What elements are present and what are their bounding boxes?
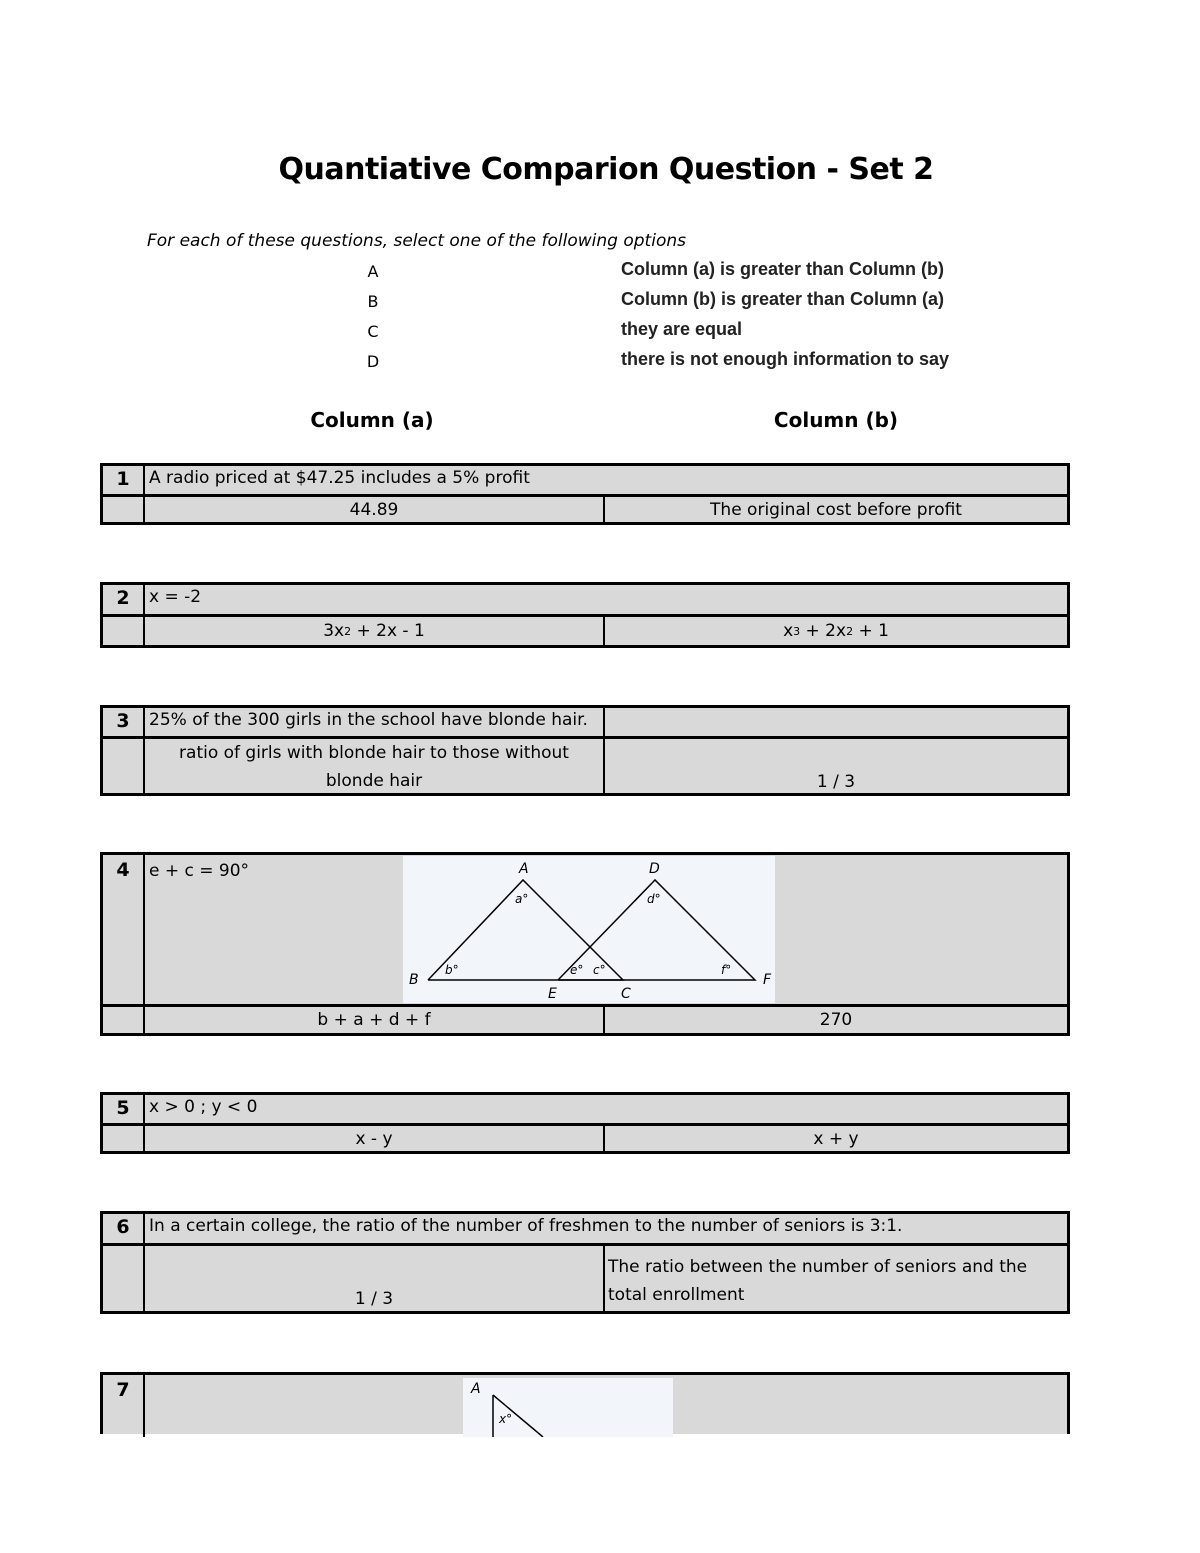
question-stem: x = -2 [149, 587, 202, 607]
option-letter-a: A [367, 262, 379, 281]
stem-blank [605, 708, 1067, 736]
column-a-value: x - y [145, 1126, 605, 1151]
question-stem: x > 0 ; y < 0 [149, 1097, 258, 1117]
question-stem: e + c = 90° [149, 861, 250, 881]
question-number: 6 [103, 1214, 145, 1243]
column-b-value: 1 / 3 [816, 772, 856, 792]
column-a-value [145, 617, 605, 645]
expr-part: x [783, 621, 794, 641]
question-2 [100, 582, 1070, 648]
column-b-value: 270 [819, 1010, 853, 1030]
angle-label-e: e° [570, 963, 584, 977]
right-triangle-figure [463, 1378, 673, 1437]
option-letter-c: C [367, 322, 379, 341]
question-number-blank [103, 497, 145, 522]
question-3 [100, 705, 1070, 796]
expr-part: + 2x - 1 [351, 621, 425, 641]
vertex-label-f: F [763, 972, 772, 988]
angle-label-x: x° [499, 1412, 513, 1426]
question-6 [100, 1211, 1070, 1314]
question-number: 1 [103, 466, 145, 494]
question-number: 4 [103, 855, 145, 1004]
expr-part: 3x [323, 621, 345, 641]
instructions: For each of these questions, select one of the following options [147, 231, 686, 251]
exponent: 2 [846, 624, 854, 638]
question-4 [100, 852, 1070, 1036]
triangle-figure [403, 856, 775, 1003]
question-5 [100, 1092, 1070, 1154]
column-b-value: The original cost before profit [710, 499, 962, 520]
column-b-value: The ratio between the number of seniors and the total enrollment [608, 1257, 1028, 1305]
column-b-value: x + y [813, 1128, 859, 1149]
question-number-blank [103, 1246, 145, 1311]
angle-label-c: c° [593, 963, 606, 977]
column-b-value [605, 617, 1067, 645]
question-number-blank [103, 617, 145, 645]
vertex-label-c: C [621, 986, 631, 1002]
question-stem: 25% of the 300 girls in the school have blonde hair. [145, 708, 605, 736]
question-stem: A radio priced at $47.25 includes a 5% profit [149, 468, 530, 488]
question-stem: In a certain college, the ratio of the number of freshmen to the number of seniors is 3:1. [149, 1216, 903, 1236]
option-text-c: they are equal [621, 319, 743, 339]
option-text-b: Column (b) is greater than Column (a) [621, 289, 945, 309]
question-number-blank [103, 739, 145, 793]
vertex-label-e: E [548, 986, 557, 1002]
question-number: 3 [103, 708, 145, 736]
vertex-label-b: B [409, 972, 419, 988]
question-number: 7 [103, 1375, 145, 1437]
question-number: 2 [103, 585, 145, 614]
vertex-label-a: A [519, 861, 529, 877]
question-7 [100, 1372, 1070, 1434]
column-a-value: 44.89 [145, 497, 605, 522]
vertex-label-a: A [471, 1381, 481, 1397]
option-letter-b: B [367, 292, 379, 311]
column-a-value: 1 / 3 [145, 1246, 605, 1311]
exponent: 2 [344, 624, 352, 638]
angle-label-f: f° [721, 963, 732, 977]
option-letter-d: D [366, 352, 380, 371]
angle-label-b: b° [445, 963, 459, 977]
column-b-header: Column (b) [773, 408, 899, 432]
option-text-a: Column (a) is greater than Column (b) [621, 259, 945, 279]
expr-part: + 2x [800, 621, 847, 641]
expr-part: + 1 [853, 621, 889, 641]
angle-label-a: a° [515, 892, 529, 906]
column-a-header: Column (a) [310, 408, 434, 432]
option-text-d: there is not enough information to say [621, 349, 950, 369]
exponent: 3 [793, 624, 801, 638]
column-a-value: ratio of girls with blonde hair to those without blonde hair [145, 739, 605, 793]
page-title: Quantiative Comparion Question - Set 2 [278, 152, 934, 187]
angle-label-d: d° [647, 892, 661, 906]
column-a-value: b + a + d + f [145, 1007, 605, 1033]
question-number-blank [103, 1007, 145, 1033]
question-number: 5 [103, 1095, 145, 1123]
question-1 [100, 463, 1070, 525]
question-number-blank [103, 1126, 145, 1151]
vertex-label-d: D [649, 861, 660, 877]
